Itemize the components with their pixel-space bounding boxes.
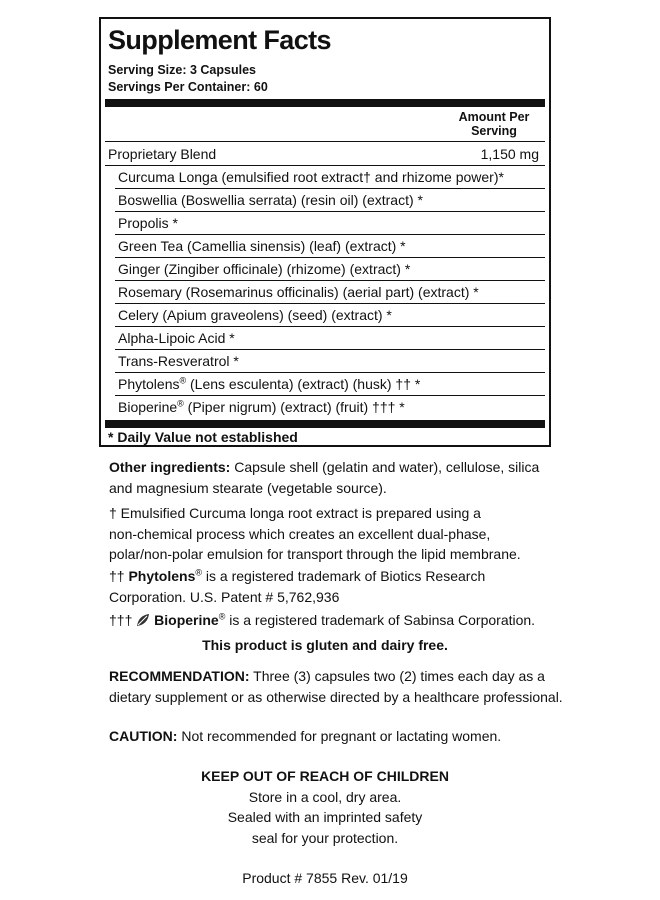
recommendation-label: RECOMMENDATION:	[109, 668, 250, 684]
recommendation	[109, 666, 564, 707]
facts-title: Supplement Facts	[108, 25, 331, 55]
amount-header-line2: Serving	[471, 124, 517, 138]
blend-amount: 1,150 mg	[480, 146, 539, 162]
product-code: Product # 7855 Rev. 01/19	[242, 870, 408, 886]
registered-mark: ®	[177, 398, 184, 409]
storage-line3: seal for your protection.	[251, 829, 399, 846]
bioperine-note-prefix: †††	[109, 612, 137, 628]
ingredient-row-bioperine	[118, 396, 539, 418]
other-ingredients-label: Other ingredients:	[109, 459, 231, 475]
phytolens-note-prefix: ††	[109, 568, 129, 584]
storage-line1: Store in a cool, dry area.	[248, 788, 402, 805]
curcuma-note	[109, 503, 564, 565]
bottom-divider-bar	[105, 420, 545, 428]
recommendation-line1: Three (3) capsules two (2) times each day as a	[249, 668, 545, 684]
ingredient-row: Green Tea (Camellia sinensis) (leaf) (extract) *	[118, 238, 406, 254]
ingredient-row: Rosemary (Rosemarinus officinalis) (aerial part) (extract) *	[118, 284, 479, 300]
ingredient-row: Ginger (Zingiber officinale) (rhizome) (extract) *	[118, 261, 411, 277]
registered-mark: ®	[179, 375, 187, 386]
other-ingredients-line1: Capsule shell (gelatin and water), cellulose, silica	[230, 459, 540, 475]
bioperine-note-name: Bioperine	[154, 612, 219, 628]
amount-per-serving-header	[449, 110, 539, 138]
other-ingredients	[109, 457, 564, 498]
ingredient-row: Curcuma Longa (emulsified root extract† and rhizome power)*	[118, 169, 504, 185]
other-ingredients-line2: and magnesium stearate (vegetable source).	[109, 479, 387, 496]
phytolens-name: Phytolens	[118, 376, 180, 392]
serving-size: Serving Size: 3 Capsules	[108, 63, 256, 77]
storage-block	[99, 766, 551, 848]
header-divider	[105, 141, 545, 142]
caution-label: CAUTION:	[109, 728, 178, 744]
phytolens-note	[109, 566, 564, 607]
bioperine-note	[109, 610, 564, 633]
ingredient-row: Boswellia (Boswellia serrata) (resin oil) (extract) *	[118, 192, 423, 208]
caution-text: Not recommended for pregnant or lactating women.	[177, 728, 502, 744]
daily-value-note: * Daily Value not established	[108, 429, 298, 445]
gluten-dairy-free-note: This product is gluten and dairy free.	[202, 637, 448, 653]
blend-row	[108, 143, 539, 165]
phytolens-detail: (Lens esculenta) (extract) (husk) †† *	[186, 376, 421, 392]
leaf-icon	[136, 612, 150, 633]
phytolens-note-name: Phytolens	[128, 568, 196, 584]
blend-name: Proprietary Blend	[108, 146, 217, 162]
servings-per-container: Servings Per Container: 60	[108, 80, 268, 94]
caution	[109, 726, 564, 747]
curcuma-note-line1: † Emulsified Curcuma longa root extract is prepared using a	[109, 505, 481, 521]
top-divider-bar	[105, 99, 545, 107]
ingredient-row: Trans-Resveratrol *	[118, 353, 239, 369]
amount-header-line1: Amount Per	[458, 110, 530, 124]
phytolens-note-line2: Corporation. U.S. Patent # 5,762,936	[109, 588, 340, 605]
phytolens-note-rest: is a registered trademark of Biotics Research	[202, 568, 486, 584]
supplement-facts-panel	[99, 17, 551, 447]
curcuma-note-line3: polar/non-polar emulsion for transport through the lipid membrane.	[109, 546, 521, 562]
bioperine-detail: (Piper nigrum) (extract) (fruit) ††† *	[183, 399, 405, 415]
registered-mark: ®	[218, 611, 226, 622]
ingredient-row: Alpha-Lipoic Acid *	[118, 330, 235, 346]
registered-mark: ®	[195, 567, 203, 578]
ingredient-row: Celery (Apium graveolens) (seed) (extract) *	[118, 307, 392, 323]
bioperine-name: Bioperine	[118, 399, 178, 415]
ingredient-row-phytolens	[118, 373, 539, 395]
curcuma-note-line2: non-chemical process which creates an excellent dual-phase,	[109, 525, 491, 542]
bioperine-note-rest: is a registered trademark of Sabinsa Corporation.	[225, 612, 536, 628]
ingredient-row: Propolis *	[118, 215, 178, 231]
storage-line2: Sealed with an imprinted safety	[227, 809, 423, 825]
keep-out-of-reach: KEEP OUT OF REACH OF CHILDREN	[201, 768, 449, 784]
recommendation-line2: dietary supplement or as otherwise directed by a healthcare professional.	[109, 688, 563, 705]
